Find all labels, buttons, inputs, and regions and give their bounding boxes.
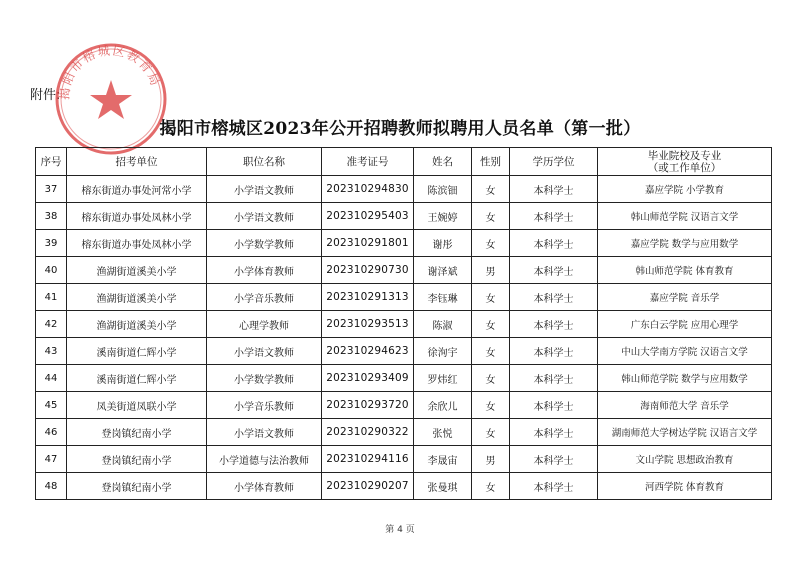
cell-exam-id: 202310294623 [322,338,414,365]
cell-no: 41 [36,284,67,311]
cell-school: 韩山师范学院 汉语言文学 [598,203,772,230]
cell-exam-id: 202310293513 [322,311,414,338]
cell-no: 45 [36,392,67,419]
cell-education: 本科学士 [510,176,598,203]
cell-no: 44 [36,365,67,392]
cell-school: 广东白云学院 应用心理学 [598,311,772,338]
cell-gender: 女 [472,365,510,392]
cell-name: 罗炜红 [414,365,472,392]
header-education: 学历学位 [510,148,598,176]
cell-exam-id: 202310294830 [322,176,414,203]
cell-school: 湖南师范大学树达学院 汉语言文学 [598,419,772,446]
cell-gender: 女 [472,230,510,257]
cell-name: 余欣儿 [414,392,472,419]
cell-no: 39 [36,230,67,257]
cell-gender: 女 [472,419,510,446]
cell-position: 小学语文教师 [207,176,322,203]
cell-gender: 女 [472,176,510,203]
table-row [36,365,772,392]
cell-name: 谢泽斌 [414,257,472,284]
cell-gender: 女 [472,284,510,311]
cell-education: 本科学士 [510,446,598,473]
cell-unit: 登岗镇纪南小学 [67,419,207,446]
cell-exam-id: 202310294116 [322,446,414,473]
cell-education: 本科学士 [510,419,598,446]
cell-position: 小学音乐教师 [207,284,322,311]
cell-name: 谢彤 [414,230,472,257]
table-row [36,176,772,203]
cell-position: 小学语文教师 [207,419,322,446]
cell-unit: 渔湖街道溪美小学 [67,284,207,311]
cell-no: 37 [36,176,67,203]
cell-no: 48 [36,473,67,500]
cell-no: 46 [36,419,67,446]
cell-position: 小学道德与法治教师 [207,446,322,473]
cell-position: 小学数学教师 [207,230,322,257]
cell-gender: 女 [472,338,510,365]
cell-school: 嘉应学院 音乐学 [598,284,772,311]
cell-position: 小学语文教师 [207,338,322,365]
cell-no: 38 [36,203,67,230]
table-header-row [36,148,772,176]
table-row [36,392,772,419]
cell-school: 文山学院 思想政治教育 [598,446,772,473]
cell-gender: 女 [472,392,510,419]
cell-unit: 登岗镇纪南小学 [67,473,207,500]
cell-exam-id: 202310290730 [322,257,414,284]
cell-position: 小学音乐教师 [207,392,322,419]
header-unit: 招考单位 [67,148,207,176]
cell-position: 小学语文教师 [207,203,322,230]
cell-education: 本科学士 [510,365,598,392]
cell-no: 43 [36,338,67,365]
cell-unit: 溪南街道仁辉小学 [67,338,207,365]
cell-school: 韩山师范学院 数学与应用数学 [598,365,772,392]
table-row [36,257,772,284]
cell-gender: 男 [472,446,510,473]
official-seal-icon [52,40,170,158]
table-row [36,419,772,446]
hiring-roster-table [35,147,772,500]
cell-position: 小学数学教师 [207,365,322,392]
cell-no: 47 [36,446,67,473]
table-body [36,176,772,500]
cell-unit: 溪南街道仁辉小学 [67,365,207,392]
cell-school: 中山大学南方学院 汉语言文学 [598,338,772,365]
cell-unit: 登岗镇纪南小学 [67,446,207,473]
cell-school: 河西学院 体育教育 [598,473,772,500]
cell-education: 本科学士 [510,338,598,365]
cell-exam-id: 202310293409 [322,365,414,392]
document-title: 揭阳市榕城区2023年公开招聘教师拟聘用人员名单（第一批） [159,119,641,139]
header-school-line2: （或工作单位） [647,161,722,174]
cell-exam-id: 202310291801 [322,230,414,257]
table-row [36,338,772,365]
table-row [36,446,772,473]
cell-name: 李钰琳 [414,284,472,311]
header-name: 姓名 [414,148,472,176]
cell-school: 韩山师范学院 体育教育 [598,257,772,284]
cell-unit: 榕东街道办事处凤林小学 [67,203,207,230]
table-row [36,284,772,311]
cell-education: 本科学士 [510,203,598,230]
cell-name: 陈淑 [414,311,472,338]
cell-name: 李晟宙 [414,446,472,473]
cell-education: 本科学士 [510,311,598,338]
cell-education: 本科学士 [510,392,598,419]
cell-education: 本科学士 [510,473,598,500]
table-row [36,203,772,230]
cell-exam-id: 202310295403 [322,203,414,230]
header-position: 职位名称 [207,148,322,176]
seal-text: 揭阳市榕城区教育局 [57,43,163,101]
cell-school: 嘉应学院 小学教育 [598,176,772,203]
cell-gender: 男 [472,257,510,284]
cell-unit: 榕东街道办事处河常小学 [67,176,207,203]
header-school [598,148,772,176]
cell-no: 42 [36,311,67,338]
header-school-line1: 毕业院校及专业 [647,149,722,162]
cell-exam-id: 202310290322 [322,419,414,446]
cell-education: 本科学士 [510,284,598,311]
cell-no: 40 [36,257,67,284]
header-gender: 性别 [472,148,510,176]
cell-name: 陈滨钿 [414,176,472,203]
cell-unit: 渔湖街道溪美小学 [67,311,207,338]
table-row [36,230,772,257]
cell-education: 本科学士 [510,230,598,257]
cell-unit: 榕东街道办事处凤林小学 [67,230,207,257]
cell-school: 嘉应学院 数学与应用数学 [598,230,772,257]
header-no: 序号 [36,148,67,176]
cell-position: 小学体育教师 [207,473,322,500]
cell-gender: 女 [472,473,510,500]
cell-position: 心理学教师 [207,311,322,338]
header-exam-id: 准考证号 [322,148,414,176]
cell-name: 徐洵宇 [414,338,472,365]
cell-education: 本科学士 [510,257,598,284]
attachment-label: 附件: [30,88,61,103]
cell-name: 张悦 [414,419,472,446]
cell-exam-id: 202310291313 [322,284,414,311]
cell-exam-id: 202310290207 [322,473,414,500]
cell-exam-id: 202310293720 [322,392,414,419]
cell-gender: 女 [472,311,510,338]
cell-position: 小学体育教师 [207,257,322,284]
cell-unit: 凤美街道凤联小学 [67,392,207,419]
page-number: 第 4 页 [385,525,415,535]
cell-name: 王婉婷 [414,203,472,230]
cell-school: 海南师范大学 音乐学 [598,392,772,419]
table-row [36,473,772,500]
cell-name: 张曼琪 [414,473,472,500]
cell-unit: 渔湖街道溪美小学 [67,257,207,284]
cell-gender: 女 [472,203,510,230]
table-row [36,311,772,338]
